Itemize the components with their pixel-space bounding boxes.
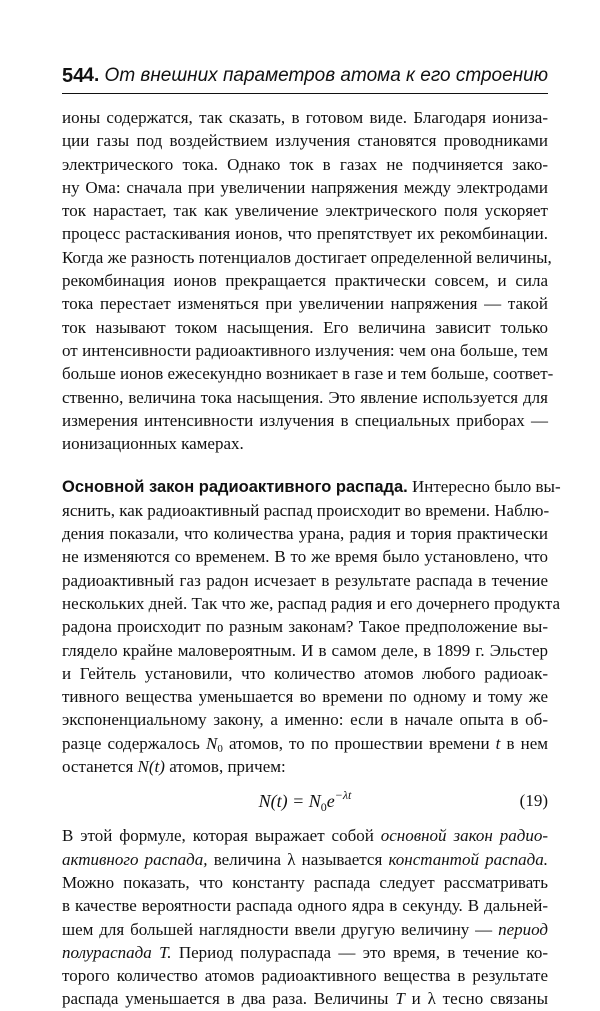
text-line: тока перестает изменяться при увеличении напряжения — такой [62,294,548,314]
text-line: от интенсивности радиоактивного излучения: чем она больше, тем [62,340,548,360]
text-line: ции газы под воздействием излучения становятся проводниками [62,131,548,151]
italic-term: константой распада. [388,849,549,869]
text-line [62,941,548,964]
paragraph-decay-constant [62,824,548,1010]
text-line: тивного вещества уменьшается во времени по одному и тому же [62,687,548,707]
text-line [62,755,548,778]
equation-number: (19) [519,791,548,811]
text-line: радиоактивный газ радон исчезает в результате распада в течение [62,570,548,590]
math-expression: N(t) [137,757,165,777]
math-symbol: λ [427,989,436,1009]
text-line: ионы содержатся, так сказать, в готовом виде. Благодаря иониза- [62,108,548,127]
text-line: яснить, как радиоактивный распад происходит во времени. Наблю- [62,500,550,520]
text-line [62,987,548,1010]
text-line: ионизационных камерах. [62,434,244,454]
text-line [62,732,548,755]
equation-19 [62,778,548,824]
text-line: ну Ома: сначала при увеличении напряжения между электродами [62,177,548,197]
paragraph-ionization [62,106,554,455]
text-fragment: атомов, причем: [169,757,286,777]
text-line: Когда же разность потенциалов достигает определенной величины, [62,247,552,267]
header-rule [62,93,548,94]
text-line [62,848,548,871]
running-head [83,64,548,88]
text-line: радона происходит по разным законам? Такое предположение вы- [62,617,548,637]
text-fragment: Интересно было вы- [411,477,561,497]
text-line [62,918,548,941]
chapter-title: От внешних параметров атома к его строению [104,65,548,86]
formula-subscript: 0 [320,800,327,815]
chapter-number: 4. [83,65,100,86]
text-line: экспоненциальному закону, а именно: если в начале опыта в об- [62,710,548,730]
text-line: процесс растаскивания ионов, что препятствует их рекомбинации. [62,224,548,244]
text-fragment: разце содержалось [62,733,200,753]
math-variable: T [395,989,405,1009]
text-fragment: атомов, то по прошествии времени [228,733,490,753]
text-line: Можно показать, что константу распада следует рассматривать [62,872,548,892]
text-fragment: величина λ называется [213,849,383,869]
text-line: измерения интенсивности излучения в специальных приборах — [62,410,548,430]
text-fragment: распада уменьшается в два раза. Величины [62,989,389,1009]
formula-exp-base: e [326,791,335,812]
italic-term: активного распада, [62,849,208,869]
italic-term: основной закон радио- [380,826,549,846]
text-line [62,824,548,847]
text-fragment: тесно связаны [442,989,549,1009]
text-line: глядело крайне маловероятным. И в самом деле, в 1899 г. Эльстер [62,640,548,660]
formula-exponent: −λt [334,788,352,803]
text-line: торого количество атомов радиоактивного вещества в результате [62,966,548,986]
text-line: ток называют током насыщения. Его величина зависит только [62,317,548,337]
text-line: не изменяются со временем. В то же время было установлено, что [62,547,548,567]
text-line: электрического тока. Однако ток в газах не подчиняется зако- [62,154,548,174]
math-variable: t [495,733,501,753]
math-variable: N [206,733,218,753]
formula-lhs: N(t) = N [258,791,321,812]
text-fragment: останется [62,757,134,777]
paragraph-gap [62,455,548,475]
text-fragment: В этой формуле, которая выражает собой [62,826,374,846]
text-fragment: и [411,989,421,1009]
paragraph-decay-law [62,475,561,778]
text-fragment: в нем [506,733,549,753]
section-heading: Основной закон радиоактивного распада. [62,478,408,497]
page-body [62,106,561,1011]
text-line: рекомбинация ионов прекращается практически совсем, и сила [62,271,548,291]
text-line: ственно, величина тока насыщения. Это явление используется для [62,387,548,407]
text-line: больше ионов ежесекундно возникает в газе и тем больше, соответ- [62,364,554,384]
text-line: нескольких дней. Так что же, распад радия и его дочернего продукта [62,593,561,613]
italic-term: период [498,919,548,939]
math-symbol [206,734,223,753]
text-line: дения показали, что количества урана, радия и тория практически [62,524,548,544]
text-line: и Гейтель установили, что количество атомов любого радиоак- [62,663,548,683]
text-line: в качестве вероятности распада одного ядра в секунду. В дальней- [62,896,548,916]
page-header [62,64,548,90]
text-fragment: шем для большей наглядности ввели другую величину — [62,919,493,939]
text-line [62,475,561,498]
page-number: 54 [62,65,85,87]
italic-term: полураспада T. [62,942,172,962]
decay-formula [62,778,548,824]
text-fragment: Период полураспада — это время, в течение ко- [178,942,548,962]
text-line: ток нарастает, так как увеличение электрического поля ускоряет [62,201,548,221]
math-subscript: 0 [217,742,223,755]
